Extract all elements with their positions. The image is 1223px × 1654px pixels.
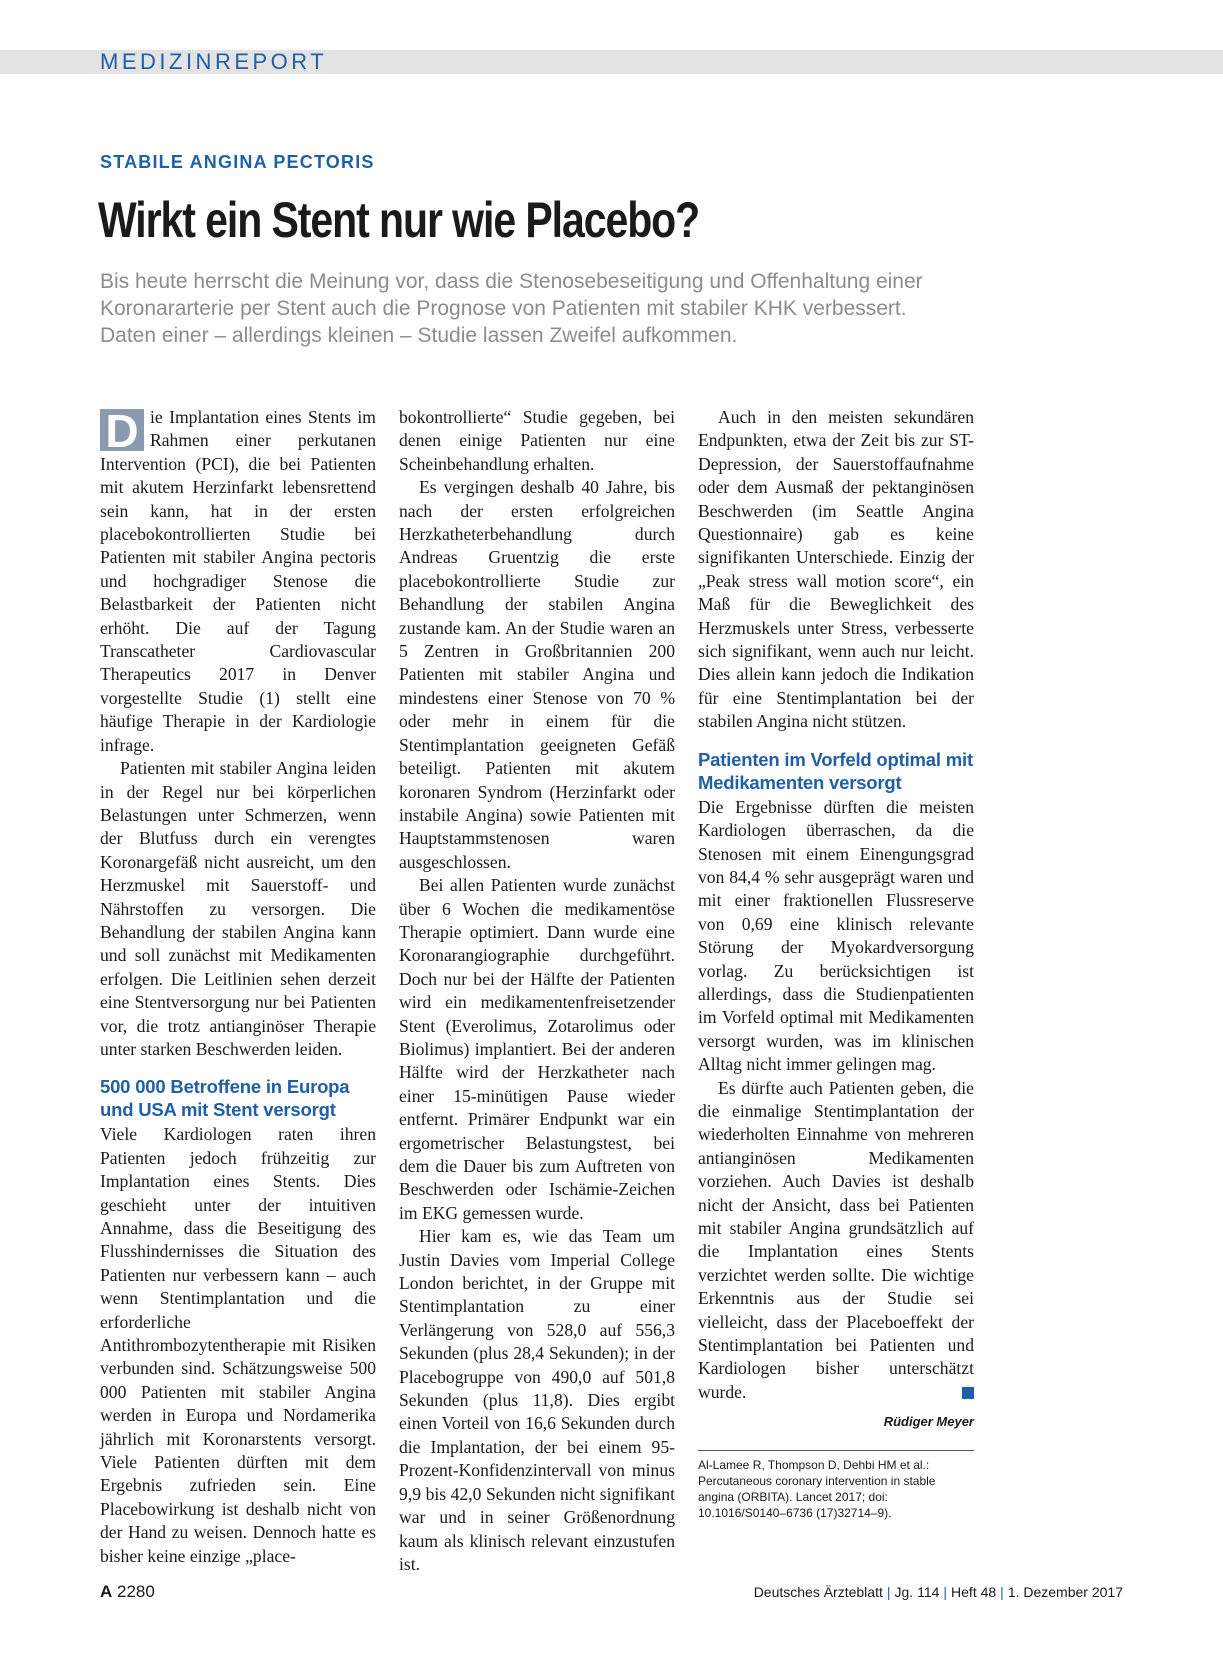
subheading: 500 000 Betroffene in Europa und USA mit Stent versorgt [100,1076,350,1121]
section-label: MEDIZINREPORT [100,49,328,74]
column-3 [698,406,974,1521]
paragraph: Hier kam es, wie das Team um Justin Davies vom Imperial College London berichtet, in der Gruppe mit Stentimplantation zu einer Verlängerung von 528,0 auf 556,3 Sekunden (plus 28,4 Sekunden); in der Placebogruppe von 490,0 auf 501,8 Sekunden (plus 11,8). Dies ergibt einen Vorteil von 16,6 Sekunden durch die Implantation, der bei einem 95-Prozent-Konfidenzintervall von minus 9,9 bis 42,0 Sekunden nicht signifikant war und in seiner Größenordnung kaum als klinisch relevant einzustufen ist. [399,1226,675,1574]
end-of-article-icon [962,1387,974,1399]
author-byline: Rüdiger Meyer [883,1414,974,1430]
paragraph: Patienten mit stabiler Angina leiden in der Regel nur bei körperlichen Belastungen unter Schmerzen, wenn der Blutfuss durch ein verengtes Koronargefäß nicht ausreicht, um den Herzmuskel mit Sauerstoff- und Nährstoffen zu versorgen. Die Behandlung der stabilen Angina kann und soll zunächst mit Medikamenten erfolgen. Die Leitlinien sehen derzeit eine Stentversorgung nur bei Patienten vor, die trotz antianginöser Therapie unter starken Beschwerden leiden. [100,758,376,1059]
article-lead: Bis heute herrscht die Meinung vor, dass die Stenosebeseitigung und Offenhaltung einer Koronararterie per Stent auch die Prognose von Patienten mit stabiler KHK verbessert. Daten einer – allerdings kleinen – Studie lassen Zweifel aufkommen. [100,270,923,347]
reference: Al-Lamee R, Thompson D, Dehbi HM et al.: Percutaneous coronary intervention in stable angina (ORBITA). Lancet 2017; doi: 10.1016/S0140–6736 (17)32714–9). [698,1457,936,1520]
paragraph: Viele Kardiologen raten ihren Patienten jedoch frühzeitig zur Implantation eines Stents. Dies geschieht unter der intuitiven Annahme, dass die Beseitigung des Flusshindernisses die Situation des Patienten nur verbessern kann – auch wenn Stentimplantation und die erforderliche Antithrombozytentherapie mit Risiken verbunden sind. Schätzungsweise 500 000 Patienten mit stabiler Angina werden in Europa und Nordamerika jährlich mit Koronarstents versorgt. Viele Patienten dürften mit dem Ergebnis zufrieden sein. Eine Placebowirkung ist deshalb nicht von der Hand zu weisen. Dennoch hatte es bisher keine einzige „place- [100,1124,376,1566]
paragraph: Die Ergebnisse dürften die meisten Kardiologen überraschen, da die Stenosen mit einem Einengungsgrad von 84,4 % sehr ausgeprägt waren und mit einer fraktionellen Flussreserve von 0,69 eine klinisch relevante Störung der Myokardversorgung vorlag. Zu berücksichtigen ist allerdings, dass die Studienpatienten im Vorfeld optimal mit Medikamenten versorgt wurden, was im klinischen Alltag nicht immer gelingen mag. [698,796,974,1075]
journal-name: Deutsches Ärzteblatt [753,1584,883,1600]
journal-issue: Heft 48 [951,1584,997,1600]
paragraph-text: Es dürfte auch Patienten geben, die die einmalige Stentimplantation der wiederholten Einnahme von mehreren antianginösen Medikamenten vorziehen. Auch Davies ist deshalb nicht der Ansicht, dass bei Patienten mit stabiler Angina grundsätzlich auf die Implantation eines Stents verzichtet werden sollte. Die wichtige Erkenntnis aus der Studie sei vielleicht, dass der Placeboeffekt der Stentimplantation bei Patienten und Kardiologen bisher unterschätzt wurde. [698,1077,974,1402]
footer-journal-info: Deutsches Ärzteblatt | Jg. 114 | Heft 48 | 1. Dezember 2017 [753,1584,1123,1600]
kicker: STABILE ANGINA PECTORIS [100,152,375,172]
page-number: A 2280 [100,1582,155,1601]
paragraph [698,1077,974,1405]
paragraph: bokontrollierte“ Studie gegeben, bei denen einige Patienten nur eine Scheinbehandlung erhalten. [399,407,675,474]
paragraph: Es vergingen deshalb 40 Jahre, bis nach der ersten erfolgreichen Herzkatheterbehandlung durch Andreas Gruentzig die erste placebokontrollierte Studie zur Behandlung der stabilen Angina zustande kam. An der Studie waren an 5 Zentren in Großbritannien 200 Patienten mit stabiler Angina und mindestens einer Stenose von 70 % oder mehr in einem für die Stentimplantation geeigneten Gefäß beteiligt. Patienten mit akutem koronaren Syndrom (Herzinfarkt oder instabile Angina) sowie Patienten mit Hauptstammstenosen waren ausgeschlossen. [399,477,675,872]
reference-divider [698,1450,974,1451]
paragraph: Auch in den meisten sekundären Endpunkten, etwa der Zeit bis zur ST-Depression, der Sauerstoffaufnahme oder dem Ausmaß der pektanginösen Beschwerden (im Seattle Angina Questionnaire) gab es keine signifikanten Unterschiede. Einzig der „Peak stress wall motion score“, ein Maß für die Beweglichkeit des Herzmuskels unter Stress, verbesserte sich signifikant, wenn auch nur leicht. Dies allein kann jedoch die Indikation für eine Stentimplantation bei der stabilen Angina nicht stützen. [698,407,974,732]
article-title: Wirkt ein Stent nur wie Placebo? [98,192,700,248]
column-1 [100,406,376,1568]
paragraph [100,406,376,757]
column-2 [399,406,675,1576]
paragraph-text: ie Implantation eines Stents im Rahmen einer perkutanen Intervention (PCI), die bei Patienten mit akutem Herzinfarkt lebensrettend sein kann, hat in der ersten placebokontrollierten Studie bei Patienten mit stabiler Angina pectoris und hochgradiger Stenose die Belastbarkeit der Patienten nicht erhöht. Die auf der Tagung Transcatheter Cardiovascular Therapeutics 2017 in Denver vorgestellte Studie (1) stellt eine häufige Therapie in der Kardiologie infrage. [100,407,376,755]
paragraph: Bei allen Patienten wurde zunächst über 6 Wochen die medikamentöse Therapie optimiert. Dann wurde eine Koronarangiographie durchgeführt. Doch nur bei der Hälfte der Patienten wird ein medikamentenfreisetzender Stent (Everolimus, Zotarolimus oder Biolimus) implantiert. Bei der anderen Hälfte wird der Herzkatheter nach einer 15-minütigen Pause wieder entfernt. Primärer Endpunkt war ein ergometrischer Belastungstest, bei dem die Dauer bis zum Auftreten von Beschwerden oder Ischämie-Zeichen im EKG gemessen wurde. [399,875,675,1223]
dropcap: D [100,409,144,451]
subheading: Patienten im Vorfeld optimal mit Medikamenten versorgt [698,748,973,793]
journal-volume: Jg. 114 [894,1584,940,1600]
journal-date: 1. Dezember 2017 [1007,1584,1123,1600]
